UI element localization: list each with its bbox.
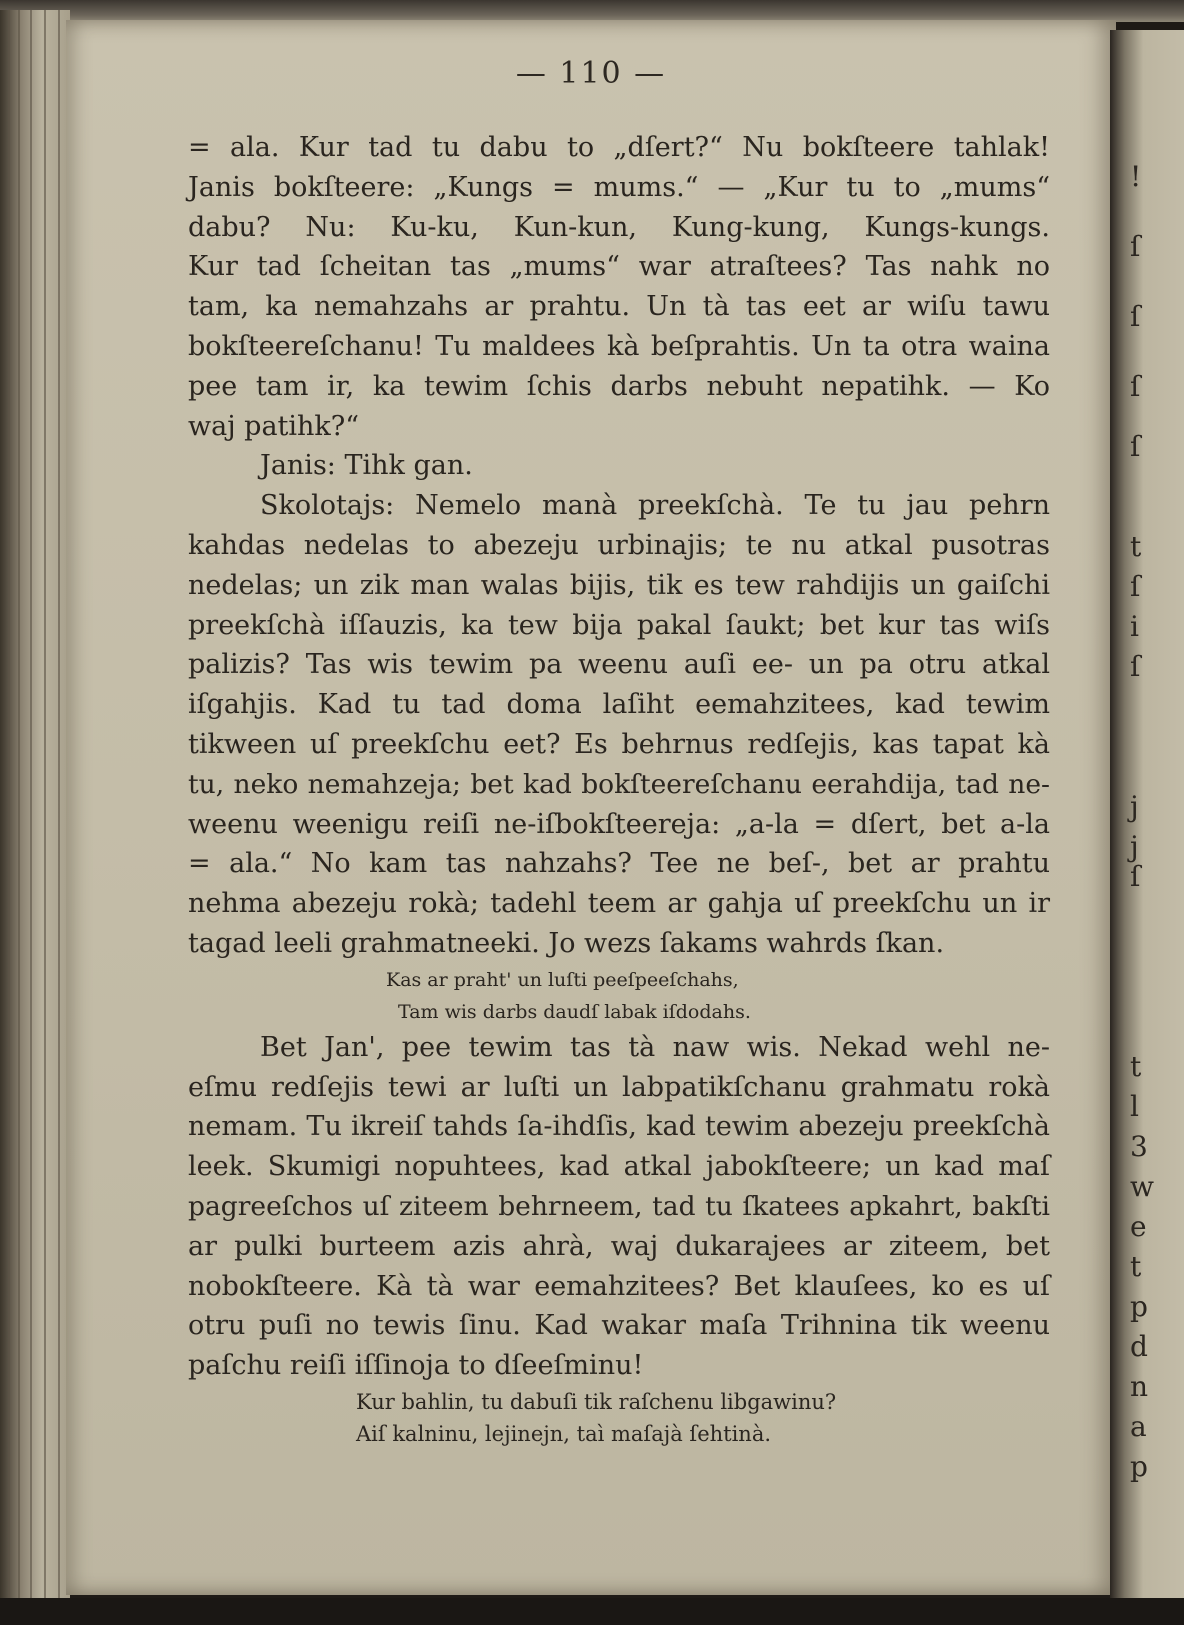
text-line: eſmu redſejis tewi ar luſti un labpatikſchanu grahmatu rokà <box>188 1071 1050 1103</box>
text-line: bokſteereſchanu! Tu maldees kà beſprahtis. Un ta otra waina <box>188 330 1050 362</box>
text-line: preekſchà iſſauzis, ka tew bija pakal ſaukt; bet kur tas wiſs <box>188 609 1050 641</box>
margin-fragment: 3 <box>1130 1130 1148 1163</box>
text-line: otru puſi no tewis ſinu. Kad wakar maſa Trihnina tik weenu <box>188 1310 1050 1342</box>
verse-line: Kas ar praht' un luſti peeſpeeſchahs, <box>386 968 739 991</box>
page-body <box>188 128 1050 1450</box>
margin-fragment: ! <box>1130 160 1142 193</box>
margin-fragment: ſ <box>1130 860 1141 893</box>
book-bottom-edge <box>0 1598 1184 1625</box>
margin-fragment: p <box>1130 1450 1148 1483</box>
margin-fragment: n <box>1130 1370 1149 1403</box>
margin-fragment: p <box>1130 1290 1148 1323</box>
text-line: pagreeſchos uſ ziteem behrneem, tad tu ſkatees apkahrt, bakſti <box>188 1190 1050 1222</box>
margin-fragment: d <box>1130 1330 1148 1363</box>
margin-fragment: i <box>1130 610 1139 643</box>
book-top-edge <box>0 0 1184 22</box>
text-line: tikween uſ preekſchu eet? Es behrnus redſejis, kas tapat kà <box>188 728 1050 760</box>
margin-fragment: ſ <box>1130 370 1141 403</box>
text-line: tu, neko nemahzeja; bet kad bokſteereſchanu eerahdija, tad ne- <box>188 768 1050 800</box>
text-line: leek. Skumigi nopuhtees, kad atkal jabokſteere; un kad maſ <box>188 1151 1050 1183</box>
page-number: — 110 — <box>515 56 667 91</box>
left-page-stack <box>0 10 70 1610</box>
text-line: kahdas nedelas to abezeju urbinajis; te nu atkal pusotras <box>188 529 1050 561</box>
text-line: nehma abezeju rokà; tadehl teem ar gahja uſ preekſchu un ir <box>188 888 1050 920</box>
text-line: palizis? Tas wis tewim pa weenu auſi ee- un pa otru atkal <box>188 649 1050 681</box>
facing-page-edge <box>1110 30 1184 1610</box>
text-line: Janis bokſteere: „Kungs = mums.“ — „Kur tu to „mums“ <box>188 171 1050 203</box>
text-line: Bet Jan', pee tewim tas tà naw wis. Nekad wehl ne- <box>260 1031 1050 1063</box>
text-line: paſchu reiſi iſſinoja to dſeeſminu! <box>188 1350 644 1382</box>
text-line: = ala. Kur tad tu dabu to „dſert?“ Nu bokſteere tahlak! <box>188 132 1050 163</box>
margin-fragment: ſ <box>1130 570 1141 603</box>
text-line: nedelas; un zik man walas bijis, tik es tew rahdijis un gaiſchi <box>188 569 1050 601</box>
text-line: pee tam ir, ka tewim ſchis darbs nebuht nepatihk. — Ko <box>188 370 1050 402</box>
text-line: dabu? Nu: Ku-ku, Kun-kun, Kung-kung, Kungs-kungs. <box>188 211 1050 243</box>
margin-fragment: ſ <box>1130 430 1141 463</box>
text-line: Janis: Tihk gan. <box>260 450 473 482</box>
margin-fragment: j <box>1130 790 1139 823</box>
margin-fragment: ſ <box>1130 230 1141 263</box>
margin-fragment: j <box>1130 830 1139 863</box>
text-line: waj patihk?“ <box>188 410 360 442</box>
text-line: Skolotajs: Nemelo manà preekſchà. Te tu jau pehrn <box>260 490 1050 522</box>
text-line: Kur tad ſcheitan tas „mums“ war atraſtees? Tas nahk no <box>188 251 1050 283</box>
text-line: = ala.“ No kam tas nahzahs? Tee ne beſ-, bet ar prahtu <box>188 848 1050 880</box>
text-line: nobokſteere. Kà tà war eemahzitees? Bet klauſees, ko es uſ <box>188 1270 1050 1302</box>
text-line: weenu weenigu reiſi ne-iſbokſteereja: „a-la = dſert, bet a-la <box>188 808 1050 840</box>
verse-line: Kur bahlin, tu dabuſi tik raſchenu libgawinu? <box>356 1389 837 1414</box>
margin-fragment: t <box>1130 1050 1142 1083</box>
margin-fragment: a <box>1130 1410 1147 1443</box>
margin-fragment: ſ <box>1130 300 1141 333</box>
margin-fragment: t <box>1130 530 1142 563</box>
verse-line: Aiſ kalninu, lejinejn, taì maſajà ſehtinà. <box>356 1421 772 1446</box>
margin-fragment: ſ <box>1130 650 1141 683</box>
text-line: ar pulki burteem azis ahrà, waj dukarajees ar ziteem, bet <box>188 1230 1050 1262</box>
text-line: tagad leeli grahmatneeki. Jo wezs ſakams wahrds ſkan. <box>188 927 945 959</box>
margin-fragment: l <box>1130 1090 1139 1123</box>
margin-fragment: w <box>1130 1170 1154 1203</box>
margin-fragment: t <box>1130 1250 1142 1283</box>
text-line: nemam. Tu ikreiſ tahds ſa-ihdſis, kad tewim abezeju preekſchà <box>188 1111 1050 1143</box>
verse-line: Tam wis darbs daudſ labak iſdodahs. <box>398 1000 751 1023</box>
margin-fragment: e <box>1130 1210 1147 1243</box>
text-line: tam, ka nemahzahs ar prahtu. Un tà tas eet ar wiſu tawu <box>188 291 1050 323</box>
text-line: iſgahjis. Kad tu tad doma laſiht eemahzitees, kad tewim <box>188 689 1050 721</box>
